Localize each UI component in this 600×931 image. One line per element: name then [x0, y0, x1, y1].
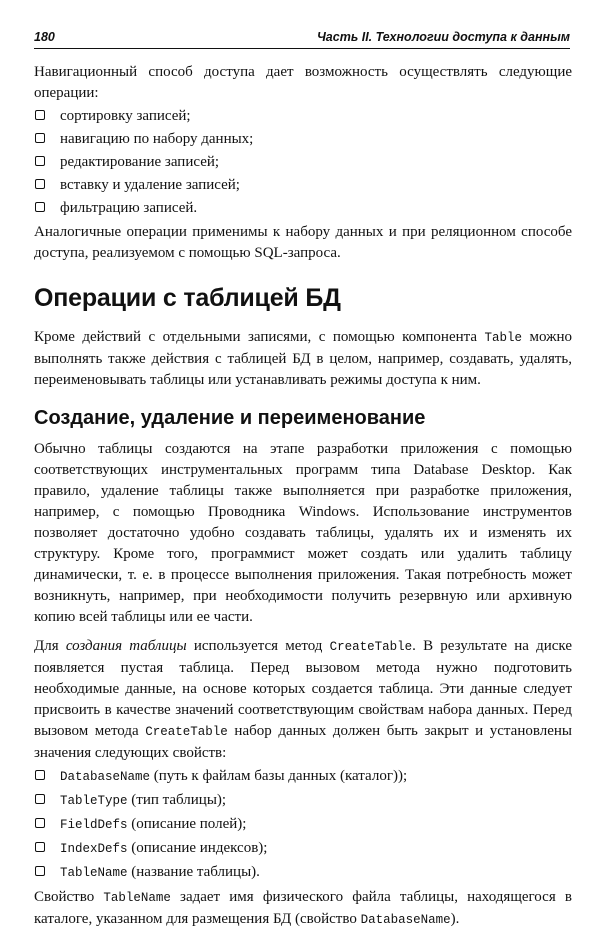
code-createtable: CreateTable [329, 640, 413, 654]
list-item-text: редактирование записей; [60, 154, 220, 170]
list-item [34, 790, 572, 812]
code-tablename: TableName [103, 891, 171, 905]
list-item [34, 814, 572, 836]
list-item [34, 766, 572, 788]
checkbox-bullet-icon [35, 842, 45, 852]
text-run: ). [450, 911, 460, 927]
checkbox-bullet-icon [35, 770, 45, 780]
list-item [34, 198, 572, 219]
section1-paragraph [34, 327, 572, 391]
list-item [34, 838, 572, 860]
text-run: Для [34, 638, 66, 654]
paragraph-gap [34, 628, 572, 636]
checkbox-bullet-icon [35, 133, 45, 143]
section2-paragraph-1: Обычно таблицы создаются на этапе разработки приложения с помощью соответствующих инструментальных программ типа Database Desktop. Как правило, удаление таблицы также выполняется при разработке приложения, например, с помощью Проводника Windows. Использование инструментов позволяет достаточно удобно создавать таблицы, удалять их и изменять их структуру. Кроме того, программист может создать или удалить таблицу динамически, т. е. в процессе выполнения приложения. Такая потребность может возникнуть, например, при необходимости получить резервную или архивную копию всей таблицы или ее части. [34, 441, 572, 625]
section2-paragraph-3 [34, 887, 572, 931]
property-desc: (путь к файлам базы данных (каталог)); [150, 768, 408, 784]
property-desc: (описание индексов); [127, 840, 268, 856]
code-createtable: CreateTable [145, 725, 228, 739]
property-desc: (тип таблицы); [127, 792, 227, 808]
text-run: используется метод [186, 638, 330, 654]
text-run: задает имя физического файла таблицы, находящегося в каталоге, указанном для размещения БД (свойство [34, 889, 572, 927]
page-number: 180 [34, 30, 55, 44]
page-header [34, 30, 570, 49]
property-desc: (название таблицы). [127, 864, 260, 880]
property-code: DatabaseName [60, 770, 151, 784]
list-item-text: вставку и удаление записей; [60, 177, 240, 193]
property-code: FieldDefs [60, 818, 128, 832]
checkbox-bullet-icon [35, 866, 45, 876]
list-item-text: навигацию по набору данных; [60, 131, 254, 147]
checkbox-bullet-icon [35, 818, 45, 828]
property-code: TableName [60, 866, 128, 880]
section2-paragraph-2 [34, 636, 572, 764]
intro-after-paragraph: Аналогичные операции применимы к набору данных и при реляционном способе доступа, реализуемом с помощью SQL-запроса. [34, 224, 572, 261]
text-run: набор данных должен быть закрыт и установлены значения следующих свойств: [34, 723, 572, 761]
code-databasename: DatabaseName [360, 913, 451, 927]
checkbox-bullet-icon [35, 110, 45, 120]
running-title: Часть II. Технологии доступа к данным [316, 30, 570, 44]
emphasis-text: создания таблицы [65, 638, 187, 654]
checkbox-bullet-icon [35, 179, 45, 189]
list-item [34, 106, 572, 127]
list-item-text: сортировку записей; [60, 108, 191, 124]
text-run: . В результате на диске появляется пустая таблица. Перед вызовом метода нужно подготовить необходимые данные, на основе которых создается таблица. Эти данные следует присвоить в качестве значений соответствующим свойствам набора данных. Перед вызовом метода [34, 638, 572, 739]
list-item [34, 129, 572, 150]
list-item-text: фильтрацию записей. [60, 200, 198, 216]
checkbox-bullet-icon [35, 794, 45, 804]
properties-list [34, 766, 572, 884]
list-item [34, 862, 572, 884]
property-desc: (описание полей); [127, 816, 247, 832]
subsection-title-create-delete-rename: Создание, удаление и переименование [34, 407, 426, 429]
text-run: можно выполнять также действия с таблицей БД в целом, например, создавать, удалять, переименовывать таблицы или устанавливать режимы доступа к ним. [34, 329, 572, 388]
page-body [34, 62, 572, 931]
operations-list [34, 106, 572, 219]
text-run: Кроме действий с отдельными записями, с помощью компонента [34, 329, 485, 345]
list-item [34, 175, 572, 196]
code-table: Table [484, 331, 523, 345]
property-code: TableType [60, 794, 128, 808]
list-item [34, 152, 572, 173]
property-code: IndexDefs [60, 842, 128, 856]
intro-paragraph: Навигационный способ доступа дает возможность осуществлять следующие операции: [34, 64, 572, 101]
text-run: Свойство [34, 889, 104, 905]
checkbox-bullet-icon [35, 202, 45, 212]
section-title-table-operations: Операции с таблицей БД [34, 284, 341, 312]
checkbox-bullet-icon [35, 156, 45, 166]
